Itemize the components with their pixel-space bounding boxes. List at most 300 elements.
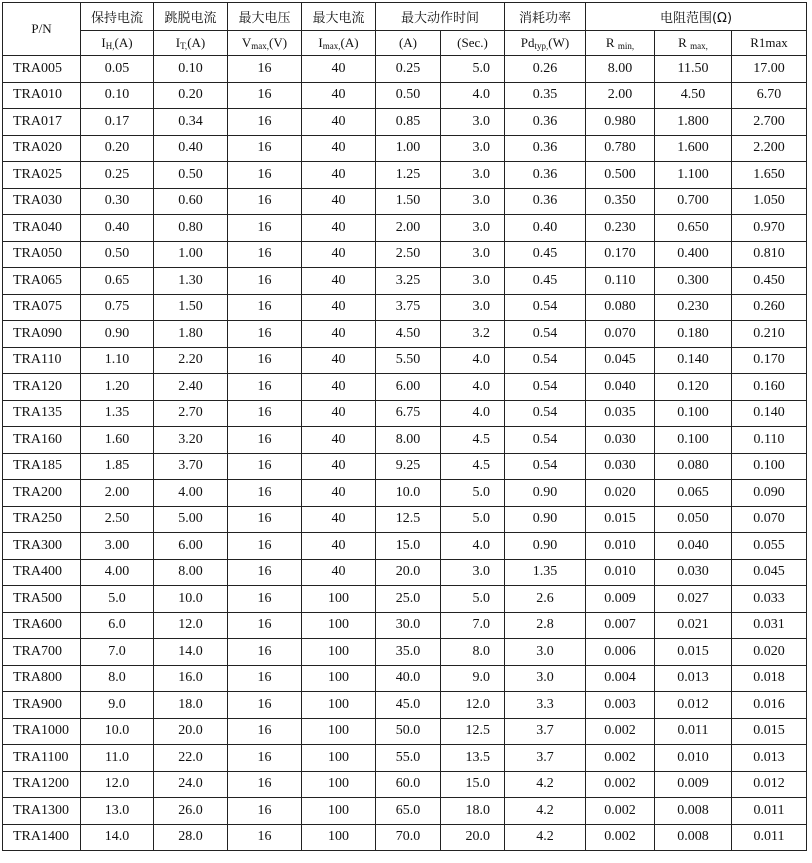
cell-max-current: 100	[302, 745, 376, 772]
cell-r1-max: 0.011	[732, 824, 807, 851]
cell-power-dissipation: 0.54	[505, 453, 586, 480]
cell-max-current: 40	[302, 321, 376, 348]
unit-trip-time-sec: (Sec.)	[441, 31, 505, 56]
cell-power-dissipation: 3.7	[505, 745, 586, 772]
cell-trip-time-current: 9.25	[376, 453, 441, 480]
cell-r-max: 0.027	[655, 586, 732, 613]
cell-power-dissipation: 0.54	[505, 321, 586, 348]
cell-power-dissipation: 2.8	[505, 612, 586, 639]
cell-power-dissipation: 0.54	[505, 427, 586, 454]
table-row	[3, 82, 807, 109]
cell-trip-current: 16.0	[154, 665, 228, 692]
cell-max-voltage: 16	[228, 480, 302, 507]
cell-trip-time-seconds: 12.5	[441, 718, 505, 745]
cell-trip-time-current: 45.0	[376, 692, 441, 719]
cell-r-min: 0.007	[586, 612, 655, 639]
cell-r-max: 0.080	[655, 453, 732, 480]
cell-trip-time-current: 0.25	[376, 56, 441, 83]
cell-trip-time-seconds: 3.0	[441, 162, 505, 189]
cell-trip-time-current: 4.50	[376, 321, 441, 348]
cell-part-number: TRA900	[3, 692, 81, 719]
cell-trip-time-seconds: 3.0	[441, 268, 505, 295]
cell-trip-time-current: 65.0	[376, 798, 441, 825]
table-row	[3, 612, 807, 639]
table-row	[3, 109, 807, 136]
cell-trip-current: 28.0	[154, 824, 228, 851]
table-row	[3, 135, 807, 162]
cell-part-number: TRA110	[3, 347, 81, 374]
cell-hold-current: 1.60	[81, 427, 154, 454]
cell-max-current: 100	[302, 612, 376, 639]
cell-max-voltage: 16	[228, 586, 302, 613]
cell-hold-current: 0.10	[81, 82, 154, 109]
cell-trip-time-seconds: 5.0	[441, 586, 505, 613]
cell-trip-current: 1.30	[154, 268, 228, 295]
cell-r-min: 0.002	[586, 718, 655, 745]
cell-hold-current: 0.65	[81, 268, 154, 295]
cell-r1-max: 0.260	[732, 294, 807, 321]
cell-max-voltage: 16	[228, 82, 302, 109]
cell-trip-current: 20.0	[154, 718, 228, 745]
cell-max-current: 100	[302, 798, 376, 825]
cell-r1-max: 0.450	[732, 268, 807, 295]
table-row	[3, 400, 807, 427]
cell-hold-current: 0.30	[81, 188, 154, 215]
header-resistance-range: 电阻范围(Ω)	[586, 3, 807, 31]
cell-trip-time-current: 35.0	[376, 639, 441, 666]
cell-trip-time-current: 3.25	[376, 268, 441, 295]
cell-part-number: TRA1100	[3, 745, 81, 772]
unit-ih: $I_{H,}(A)$	[81, 31, 154, 56]
cell-r-max: 0.230	[655, 294, 732, 321]
cell-r1-max: 0.045	[732, 559, 807, 586]
cell-part-number: TRA700	[3, 639, 81, 666]
cell-hold-current: 0.50	[81, 241, 154, 268]
cell-part-number: TRA1000	[3, 718, 81, 745]
cell-trip-time-current: 12.5	[376, 506, 441, 533]
cell-hold-current: 1.35	[81, 400, 154, 427]
cell-part-number: TRA1400	[3, 824, 81, 851]
cell-max-voltage: 16	[228, 162, 302, 189]
cell-power-dissipation: 0.26	[505, 56, 586, 83]
cell-r-max: 0.013	[655, 665, 732, 692]
cell-max-voltage: 16	[228, 692, 302, 719]
cell-trip-time-seconds: 5.0	[441, 506, 505, 533]
cell-max-voltage: 16	[228, 798, 302, 825]
cell-trip-time-seconds: 4.0	[441, 374, 505, 401]
cell-trip-time-current: 2.00	[376, 215, 441, 242]
cell-part-number: TRA1300	[3, 798, 81, 825]
cell-trip-time-seconds: 3.0	[441, 241, 505, 268]
cell-power-dissipation: 0.40	[505, 215, 586, 242]
cell-r-max: 1.600	[655, 135, 732, 162]
cell-r1-max: 0.160	[732, 374, 807, 401]
cell-r-min: 8.00	[586, 56, 655, 83]
cell-r-min: 0.004	[586, 665, 655, 692]
header-max-trip-time: 最大动作时间	[376, 3, 505, 31]
cell-max-voltage: 16	[228, 135, 302, 162]
cell-r-min: 0.045	[586, 347, 655, 374]
cell-part-number: TRA200	[3, 480, 81, 507]
table-row	[3, 294, 807, 321]
cell-r-max: 0.021	[655, 612, 732, 639]
cell-r-max: 0.120	[655, 374, 732, 401]
cell-trip-current: 0.10	[154, 56, 228, 83]
cell-hold-current: 9.0	[81, 692, 154, 719]
cell-max-current: 40	[302, 241, 376, 268]
cell-r1-max: 0.070	[732, 506, 807, 533]
cell-max-current: 40	[302, 56, 376, 83]
table-row	[3, 559, 807, 586]
cell-part-number: TRA020	[3, 135, 81, 162]
cell-trip-current: 8.00	[154, 559, 228, 586]
cell-trip-time-current: 25.0	[376, 586, 441, 613]
cell-trip-current: 14.0	[154, 639, 228, 666]
cell-r-min: 2.00	[586, 82, 655, 109]
cell-power-dissipation: 3.0	[505, 665, 586, 692]
table-body	[3, 56, 807, 851]
cell-trip-current: 1.50	[154, 294, 228, 321]
cell-trip-time-current: 10.0	[376, 480, 441, 507]
cell-r-min: 0.015	[586, 506, 655, 533]
cell-max-voltage: 16	[228, 639, 302, 666]
cell-power-dissipation: 3.7	[505, 718, 586, 745]
cell-power-dissipation: 0.54	[505, 374, 586, 401]
cell-trip-time-seconds: 20.0	[441, 824, 505, 851]
cell-trip-current: 24.0	[154, 771, 228, 798]
cell-trip-time-current: 60.0	[376, 771, 441, 798]
cell-max-current: 40	[302, 400, 376, 427]
cell-trip-time-seconds: 9.0	[441, 665, 505, 692]
cell-power-dissipation: 3.3	[505, 692, 586, 719]
cell-trip-time-seconds: 4.5	[441, 427, 505, 454]
cell-part-number: TRA005	[3, 56, 81, 83]
cell-max-current: 40	[302, 215, 376, 242]
cell-r-min: 0.006	[586, 639, 655, 666]
cell-part-number: TRA010	[3, 82, 81, 109]
cell-r1-max: 0.100	[732, 453, 807, 480]
cell-r1-max: 6.70	[732, 82, 807, 109]
cell-trip-current: 0.40	[154, 135, 228, 162]
cell-max-voltage: 16	[228, 347, 302, 374]
cell-trip-time-seconds: 12.0	[441, 692, 505, 719]
table-header	[3, 3, 807, 56]
cell-r-min: 0.002	[586, 824, 655, 851]
cell-trip-current: 5.00	[154, 506, 228, 533]
cell-trip-time-current: 1.25	[376, 162, 441, 189]
cell-max-current: 100	[302, 665, 376, 692]
header-trip-current: 跳脱电流	[154, 3, 228, 31]
cell-part-number: TRA075	[3, 294, 81, 321]
cell-trip-time-seconds: 18.0	[441, 798, 505, 825]
cell-r-max: 0.180	[655, 321, 732, 348]
cell-r-max: 0.040	[655, 533, 732, 560]
table-row	[3, 347, 807, 374]
cell-r1-max: 0.033	[732, 586, 807, 613]
cell-trip-current: 2.40	[154, 374, 228, 401]
cell-max-current: 40	[302, 480, 376, 507]
cell-hold-current: 7.0	[81, 639, 154, 666]
cell-trip-time-current: 8.00	[376, 427, 441, 454]
unit-pd: $Pd_{typ,}(W)$	[505, 31, 586, 56]
cell-trip-current: 0.34	[154, 109, 228, 136]
cell-part-number: TRA017	[3, 109, 81, 136]
cell-hold-current: 10.0	[81, 718, 154, 745]
cell-trip-time-seconds: 4.5	[441, 453, 505, 480]
cell-trip-time-current: 50.0	[376, 718, 441, 745]
cell-max-current: 100	[302, 639, 376, 666]
cell-r-max: 0.100	[655, 427, 732, 454]
cell-max-current: 40	[302, 188, 376, 215]
cell-power-dissipation: 0.36	[505, 135, 586, 162]
cell-r-min: 0.500	[586, 162, 655, 189]
ptc-spec-table	[2, 2, 807, 851]
cell-r-max: 0.100	[655, 400, 732, 427]
cell-r-min: 0.002	[586, 745, 655, 772]
cell-trip-time-seconds: 3.0	[441, 135, 505, 162]
cell-max-current: 40	[302, 374, 376, 401]
cell-power-dissipation: 0.36	[505, 162, 586, 189]
table-row	[3, 480, 807, 507]
cell-r-min: 0.780	[586, 135, 655, 162]
cell-max-current: 40	[302, 506, 376, 533]
cell-max-voltage: 16	[228, 824, 302, 851]
table-row	[3, 215, 807, 242]
table-row	[3, 268, 807, 295]
cell-r-max: 0.065	[655, 480, 732, 507]
unit-rmin: R $_{min,}$	[586, 31, 655, 56]
header-max-voltage: 最大电压	[228, 3, 302, 31]
cell-trip-current: 26.0	[154, 798, 228, 825]
cell-trip-current: 6.00	[154, 533, 228, 560]
header-pn: P/N	[3, 3, 81, 56]
table-row	[3, 321, 807, 348]
cell-r-min: 0.009	[586, 586, 655, 613]
cell-r-min: 0.003	[586, 692, 655, 719]
cell-max-voltage: 16	[228, 559, 302, 586]
cell-max-current: 40	[302, 109, 376, 136]
table-row	[3, 374, 807, 401]
cell-max-voltage: 16	[228, 109, 302, 136]
cell-trip-time-current: 6.75	[376, 400, 441, 427]
cell-r-max: 1.800	[655, 109, 732, 136]
cell-max-current: 100	[302, 771, 376, 798]
cell-max-voltage: 16	[228, 427, 302, 454]
cell-r1-max: 1.050	[732, 188, 807, 215]
cell-trip-time-seconds: 3.0	[441, 188, 505, 215]
cell-r-min: 0.010	[586, 533, 655, 560]
cell-r-max: 11.50	[655, 56, 732, 83]
table-row	[3, 506, 807, 533]
cell-max-voltage: 16	[228, 718, 302, 745]
cell-max-current: 100	[302, 586, 376, 613]
cell-trip-current: 10.0	[154, 586, 228, 613]
cell-part-number: TRA250	[3, 506, 81, 533]
cell-power-dissipation: 0.54	[505, 294, 586, 321]
cell-max-current: 40	[302, 268, 376, 295]
cell-r-max: 0.140	[655, 347, 732, 374]
cell-trip-time-current: 30.0	[376, 612, 441, 639]
cell-r-max: 1.100	[655, 162, 732, 189]
cell-hold-current: 0.17	[81, 109, 154, 136]
cell-r-max: 4.50	[655, 82, 732, 109]
unit-imax: $I_{max,}(A)$	[302, 31, 376, 56]
cell-part-number: TRA800	[3, 665, 81, 692]
cell-trip-time-seconds: 4.0	[441, 82, 505, 109]
cell-max-current: 100	[302, 824, 376, 851]
cell-r-max: 0.700	[655, 188, 732, 215]
cell-max-current: 40	[302, 453, 376, 480]
cell-r1-max: 0.018	[732, 665, 807, 692]
cell-r-min: 0.170	[586, 241, 655, 268]
cell-r-max: 0.030	[655, 559, 732, 586]
cell-r1-max: 0.015	[732, 718, 807, 745]
table-row	[3, 745, 807, 772]
cell-trip-time-current: 2.50	[376, 241, 441, 268]
cell-hold-current: 11.0	[81, 745, 154, 772]
cell-power-dissipation: 2.6	[505, 586, 586, 613]
header-power-dissipation: 消耗功率	[505, 3, 586, 31]
cell-r-max: 0.012	[655, 692, 732, 719]
table-row	[3, 798, 807, 825]
cell-trip-time-current: 3.75	[376, 294, 441, 321]
cell-r-min: 0.350	[586, 188, 655, 215]
cell-r1-max: 0.170	[732, 347, 807, 374]
cell-hold-current: 2.00	[81, 480, 154, 507]
cell-trip-time-seconds: 15.0	[441, 771, 505, 798]
cell-max-voltage: 16	[228, 745, 302, 772]
cell-max-current: 40	[302, 347, 376, 374]
cell-max-voltage: 16	[228, 533, 302, 560]
unit-it: $I_{T,}(A)$	[154, 31, 228, 56]
cell-max-voltage: 16	[228, 215, 302, 242]
cell-r1-max: 0.140	[732, 400, 807, 427]
cell-r1-max: 2.700	[732, 109, 807, 136]
cell-power-dissipation: 3.0	[505, 639, 586, 666]
cell-part-number: TRA400	[3, 559, 81, 586]
cell-part-number: TRA500	[3, 586, 81, 613]
table-row	[3, 639, 807, 666]
cell-r-max: 0.300	[655, 268, 732, 295]
cell-r-min: 0.010	[586, 559, 655, 586]
cell-r1-max: 0.013	[732, 745, 807, 772]
cell-trip-time-current: 55.0	[376, 745, 441, 772]
cell-r-min: 0.030	[586, 453, 655, 480]
cell-r1-max: 1.650	[732, 162, 807, 189]
cell-hold-current: 6.0	[81, 612, 154, 639]
cell-trip-current: 3.70	[154, 453, 228, 480]
cell-max-voltage: 16	[228, 453, 302, 480]
unit-vmax: $V_{max,}(V)$	[228, 31, 302, 56]
cell-trip-time-seconds: 5.0	[441, 56, 505, 83]
cell-hold-current: 1.10	[81, 347, 154, 374]
table-row	[3, 162, 807, 189]
cell-hold-current: 4.00	[81, 559, 154, 586]
cell-max-voltage: 16	[228, 188, 302, 215]
cell-trip-time-current: 0.50	[376, 82, 441, 109]
unit-rmax: R $_{max,}$	[655, 31, 732, 56]
cell-trip-current: 2.70	[154, 400, 228, 427]
cell-hold-current: 3.00	[81, 533, 154, 560]
cell-hold-current: 1.85	[81, 453, 154, 480]
header-max-current: 最大电流	[302, 3, 376, 31]
cell-r-min: 0.002	[586, 798, 655, 825]
cell-part-number: TRA065	[3, 268, 81, 295]
table-row	[3, 241, 807, 268]
cell-power-dissipation: 0.54	[505, 400, 586, 427]
cell-trip-current: 3.20	[154, 427, 228, 454]
cell-r1-max: 0.210	[732, 321, 807, 348]
cell-max-voltage: 16	[228, 506, 302, 533]
cell-trip-current: 0.80	[154, 215, 228, 242]
cell-r1-max: 0.031	[732, 612, 807, 639]
cell-power-dissipation: 0.90	[505, 480, 586, 507]
cell-max-voltage: 16	[228, 612, 302, 639]
cell-trip-time-seconds: 5.0	[441, 480, 505, 507]
cell-trip-time-seconds: 4.0	[441, 347, 505, 374]
cell-max-voltage: 16	[228, 400, 302, 427]
cell-r-max: 0.011	[655, 718, 732, 745]
cell-r-min: 0.070	[586, 321, 655, 348]
cell-r1-max: 0.110	[732, 427, 807, 454]
table-row	[3, 427, 807, 454]
cell-r-min: 0.002	[586, 771, 655, 798]
table-row	[3, 533, 807, 560]
cell-part-number: TRA040	[3, 215, 81, 242]
cell-max-voltage: 16	[228, 665, 302, 692]
cell-r-min: 0.030	[586, 427, 655, 454]
table-row	[3, 718, 807, 745]
cell-r1-max: 0.090	[732, 480, 807, 507]
cell-power-dissipation: 4.2	[505, 798, 586, 825]
table-row	[3, 824, 807, 851]
cell-trip-current: 0.50	[154, 162, 228, 189]
cell-trip-time-seconds: 8.0	[441, 639, 505, 666]
cell-hold-current: 14.0	[81, 824, 154, 851]
cell-max-voltage: 16	[228, 56, 302, 83]
cell-hold-current: 0.25	[81, 162, 154, 189]
cell-max-voltage: 16	[228, 321, 302, 348]
cell-part-number: TRA120	[3, 374, 81, 401]
cell-r1-max: 0.016	[732, 692, 807, 719]
cell-r-min: 0.040	[586, 374, 655, 401]
cell-hold-current: 0.40	[81, 215, 154, 242]
cell-r1-max: 0.055	[732, 533, 807, 560]
cell-r-min: 0.035	[586, 400, 655, 427]
cell-max-current: 40	[302, 82, 376, 109]
cell-power-dissipation: 0.54	[505, 347, 586, 374]
cell-power-dissipation: 1.35	[505, 559, 586, 586]
cell-trip-time-current: 15.0	[376, 533, 441, 560]
cell-power-dissipation: 4.2	[505, 771, 586, 798]
cell-part-number: TRA300	[3, 533, 81, 560]
cell-hold-current: 1.20	[81, 374, 154, 401]
cell-hold-current: 12.0	[81, 771, 154, 798]
cell-max-current: 40	[302, 559, 376, 586]
table-row	[3, 692, 807, 719]
cell-hold-current: 8.0	[81, 665, 154, 692]
cell-power-dissipation: 4.2	[505, 824, 586, 851]
unit-r1max: R1max	[732, 31, 807, 56]
cell-trip-time-current: 1.00	[376, 135, 441, 162]
cell-hold-current: 0.75	[81, 294, 154, 321]
cell-power-dissipation: 0.36	[505, 188, 586, 215]
cell-r-max: 0.015	[655, 639, 732, 666]
cell-r1-max: 0.012	[732, 771, 807, 798]
cell-power-dissipation: 0.45	[505, 268, 586, 295]
header-hold-current: 保持电流	[81, 3, 154, 31]
cell-hold-current: 0.05	[81, 56, 154, 83]
